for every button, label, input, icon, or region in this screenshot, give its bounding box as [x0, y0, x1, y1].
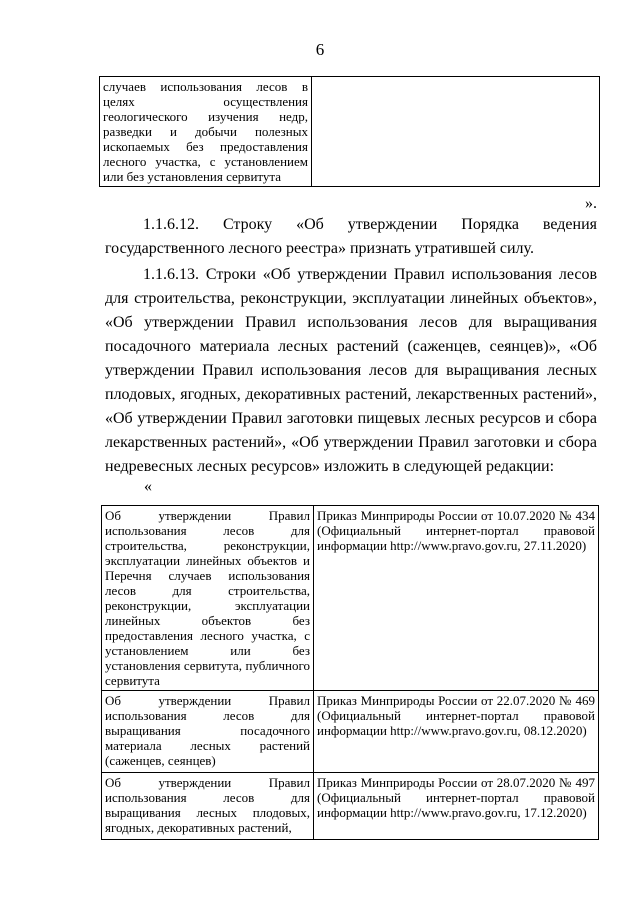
- document-name-cell: Об утверждении Правил использования лесов для выращивания посадочного материала лесных растений (саженцев, сеянцев): [102, 691, 314, 773]
- document-name-cell: Об утверждении Правил использования лесов для строительства, реконструкции, эксплуатации линейных объектов и Перечня случаев использования лесов для строительства, реконструкции, эксплуатации линейных объектов без предоставления лесного участка, с установлением или без установления сервитута, публичного сервитута: [102, 506, 314, 691]
- closing-quote: ».: [585, 195, 597, 212]
- table-cell-text: случаев использования лесов в целях осуществления геологического изучения недр, разведки и добычи полезных ископаемых без предоставления лесного участка, с установлением или без установления сервитута: [100, 77, 312, 187]
- paragraph-1-1-6-13: 1.1.6.13. Строки «Об утверждении Правил использования лесов для строительства, реконструкции, эксплуатации линейных объектов», «Об утверждении Правил использования лесов для выращивания посадочного материала лесных растений (саженцев, сеянцев)», «Об утверждении Правил использования лесов для выращивания лесных плодовых, ягодных, декоративных растений, лекарственных растений», «Об утверждении Правил заготовки пищевых лесных ресурсов и сбора лекарственных растений», «Об утверждении Правил заготовки и сбора недревесных лесных ресурсов» изложить в следующей редакции:: [105, 266, 597, 475]
- paragraph-1-1-6-12: 1.1.6.12. Строку «Об утверждении Порядка ведения государственного лесного реестра» признать утратившей силу.: [105, 216, 597, 257]
- document-name-cell: Об утверждении Правил использования лесов для выращивания лесных плодовых, ягодных, декоративных растений,: [102, 773, 314, 840]
- table-row: [100, 77, 600, 187]
- order-details-cell: Приказ Минприроды России от 28.07.2020 № 497 (Официальный интернет-портал правовой информации http://www.pravo.gov.ru, 17.12.2020): [314, 773, 599, 840]
- opening-quote: «: [144, 478, 152, 495]
- table-cell-empty: [312, 77, 600, 187]
- table-row: [102, 773, 599, 840]
- continued-table: [99, 76, 600, 187]
- order-details-cell: Приказ Минприроды России от 22.07.2020 № 469 (Официальный интернет-портал правовой информации http://www.pravo.gov.ru, 08.12.2020): [314, 691, 599, 773]
- new-rows-table: [101, 505, 599, 840]
- table-row: [102, 506, 599, 691]
- table-row: [102, 691, 599, 773]
- page-number: 6: [315, 40, 325, 59]
- order-details-cell: Приказ Минприроды России от 10.07.2020 № 434 (Официальный интернет-портал правовой информации http://www.pravo.gov.ru, 27.11.2020): [314, 506, 599, 691]
